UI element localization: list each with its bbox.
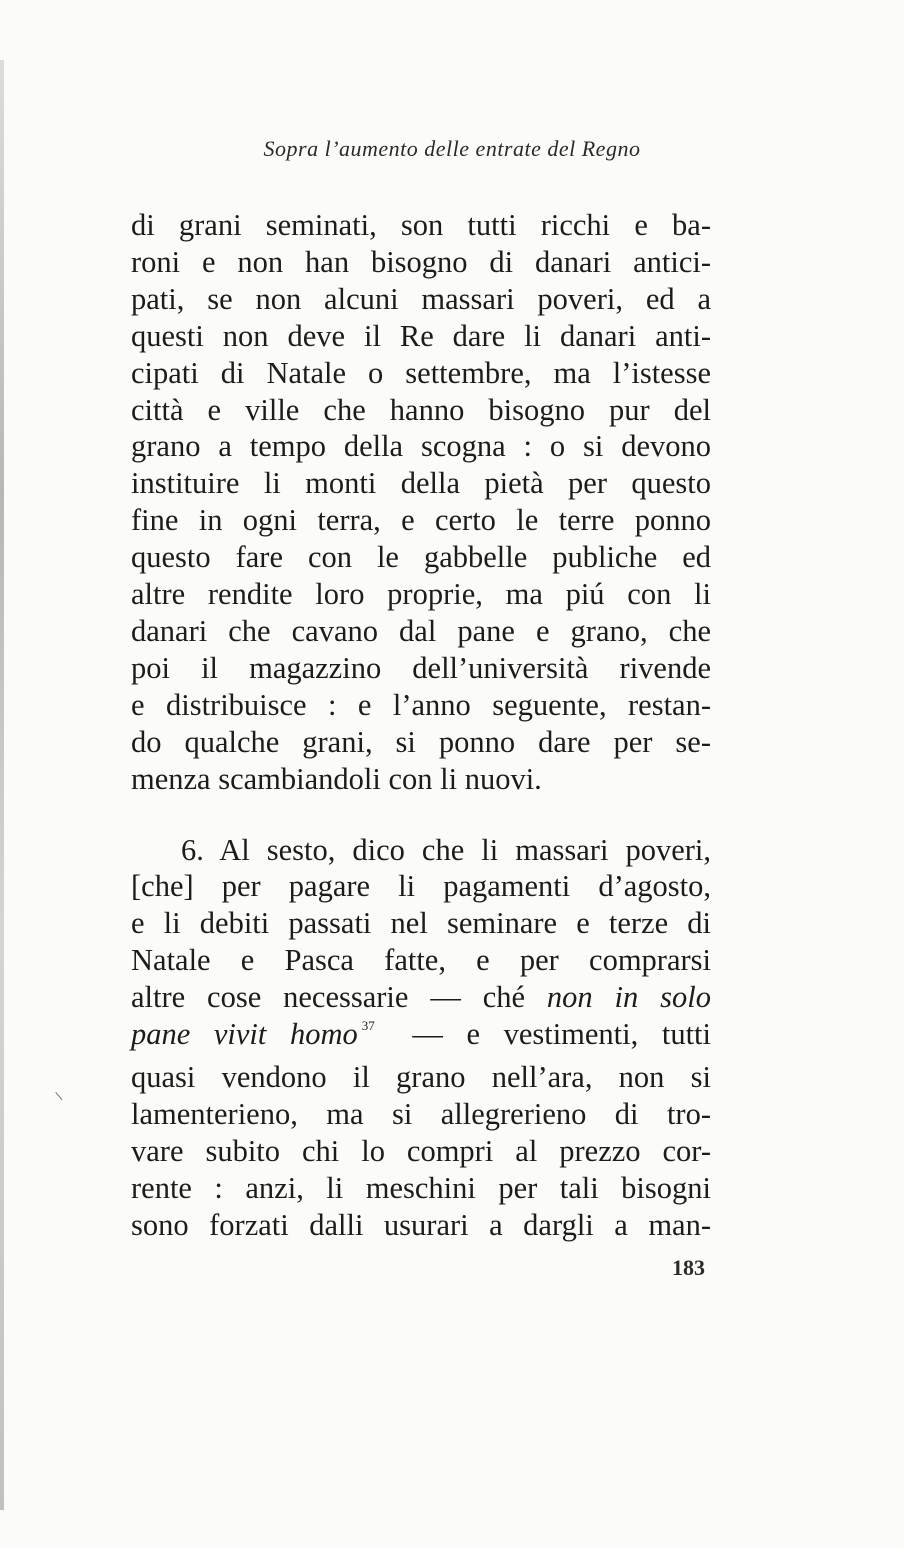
text-line: roni e non han bisogno di danari antici- bbox=[131, 244, 711, 279]
text-line bbox=[131, 979, 711, 1016]
text-line: grano a tempo della scogna : o si devono bbox=[131, 429, 711, 464]
page-edge bbox=[0, 60, 4, 1510]
page-number: 183 bbox=[672, 1255, 705, 1280]
text-line: menza scambiandoli con li nuovi. bbox=[131, 761, 542, 796]
text-segment: — e vestimenti, tutti bbox=[412, 1017, 711, 1052]
text-segment: altre cose necessarie — ché bbox=[131, 980, 526, 1015]
text-line: [che] per pagare li pagamenti d’agosto, bbox=[131, 869, 711, 904]
paragraph-1 bbox=[131, 207, 711, 798]
text-line: città e ville che hanno bisogno pur del bbox=[131, 392, 711, 427]
latin-quote: non in solo bbox=[546, 980, 711, 1015]
text-line: lamenterieno, ma si allegrerieno di tro- bbox=[131, 1096, 711, 1131]
text-line: vare subito chi lo compri al prezzo cor- bbox=[131, 1133, 711, 1168]
text-line: sono forzati dalli usurari a dargli a man- bbox=[131, 1207, 711, 1242]
text-line: questo fare con le gabbelle publiche ed bbox=[131, 540, 711, 575]
footnote-ref[interactable]: 37 bbox=[361, 1018, 375, 1034]
text-line: do qualche grani, si ponno dare per se- bbox=[131, 724, 711, 759]
text-line bbox=[131, 1016, 711, 1059]
text-line: altre rendite loro proprie, ma piú con li bbox=[131, 577, 711, 612]
running-head: Sopra l’aumento delle entrate del Regno bbox=[263, 136, 641, 161]
text-line: fine in ogni terra, e certo le terre ponno bbox=[131, 503, 711, 538]
text-line: cipati di Natale o settembre, ma l’istesse bbox=[131, 355, 711, 390]
text-line: danari che cavano dal pane e grano, che bbox=[131, 613, 711, 648]
text-line: instituire li monti della pietà per questo bbox=[131, 466, 711, 501]
text-line: e distribuisce : e l’anno seguente, restan- bbox=[131, 687, 711, 722]
text-line: rente : anzi, li meschini per tali bisogni bbox=[131, 1170, 711, 1205]
text-line: Natale e Pasca fatte, e per comprarsi bbox=[131, 943, 711, 978]
text-line: pati, se non alcuni massari poveri, ed a bbox=[131, 281, 711, 316]
text-line: 6. Al sesto, dico che li massari poveri, bbox=[181, 832, 711, 867]
text-line: e li debiti passati nel seminare e terze di bbox=[131, 906, 711, 941]
latin-quote: pane vivit homo bbox=[131, 1017, 358, 1052]
text-line: questi non deve il Re dare li danari anti- bbox=[131, 318, 711, 353]
text-line: quasi vendono il grano nell’ara, non si bbox=[131, 1059, 711, 1094]
text-line: di grani seminati, son tutti ricchi e ba- bbox=[131, 208, 711, 242]
body-text bbox=[131, 207, 711, 1243]
stray-mark bbox=[55, 1090, 64, 1100]
text-line: poi il magazzino dell’università rivende bbox=[131, 650, 711, 685]
paragraph-gap bbox=[131, 798, 711, 832]
paragraph-2 bbox=[131, 832, 711, 1244]
